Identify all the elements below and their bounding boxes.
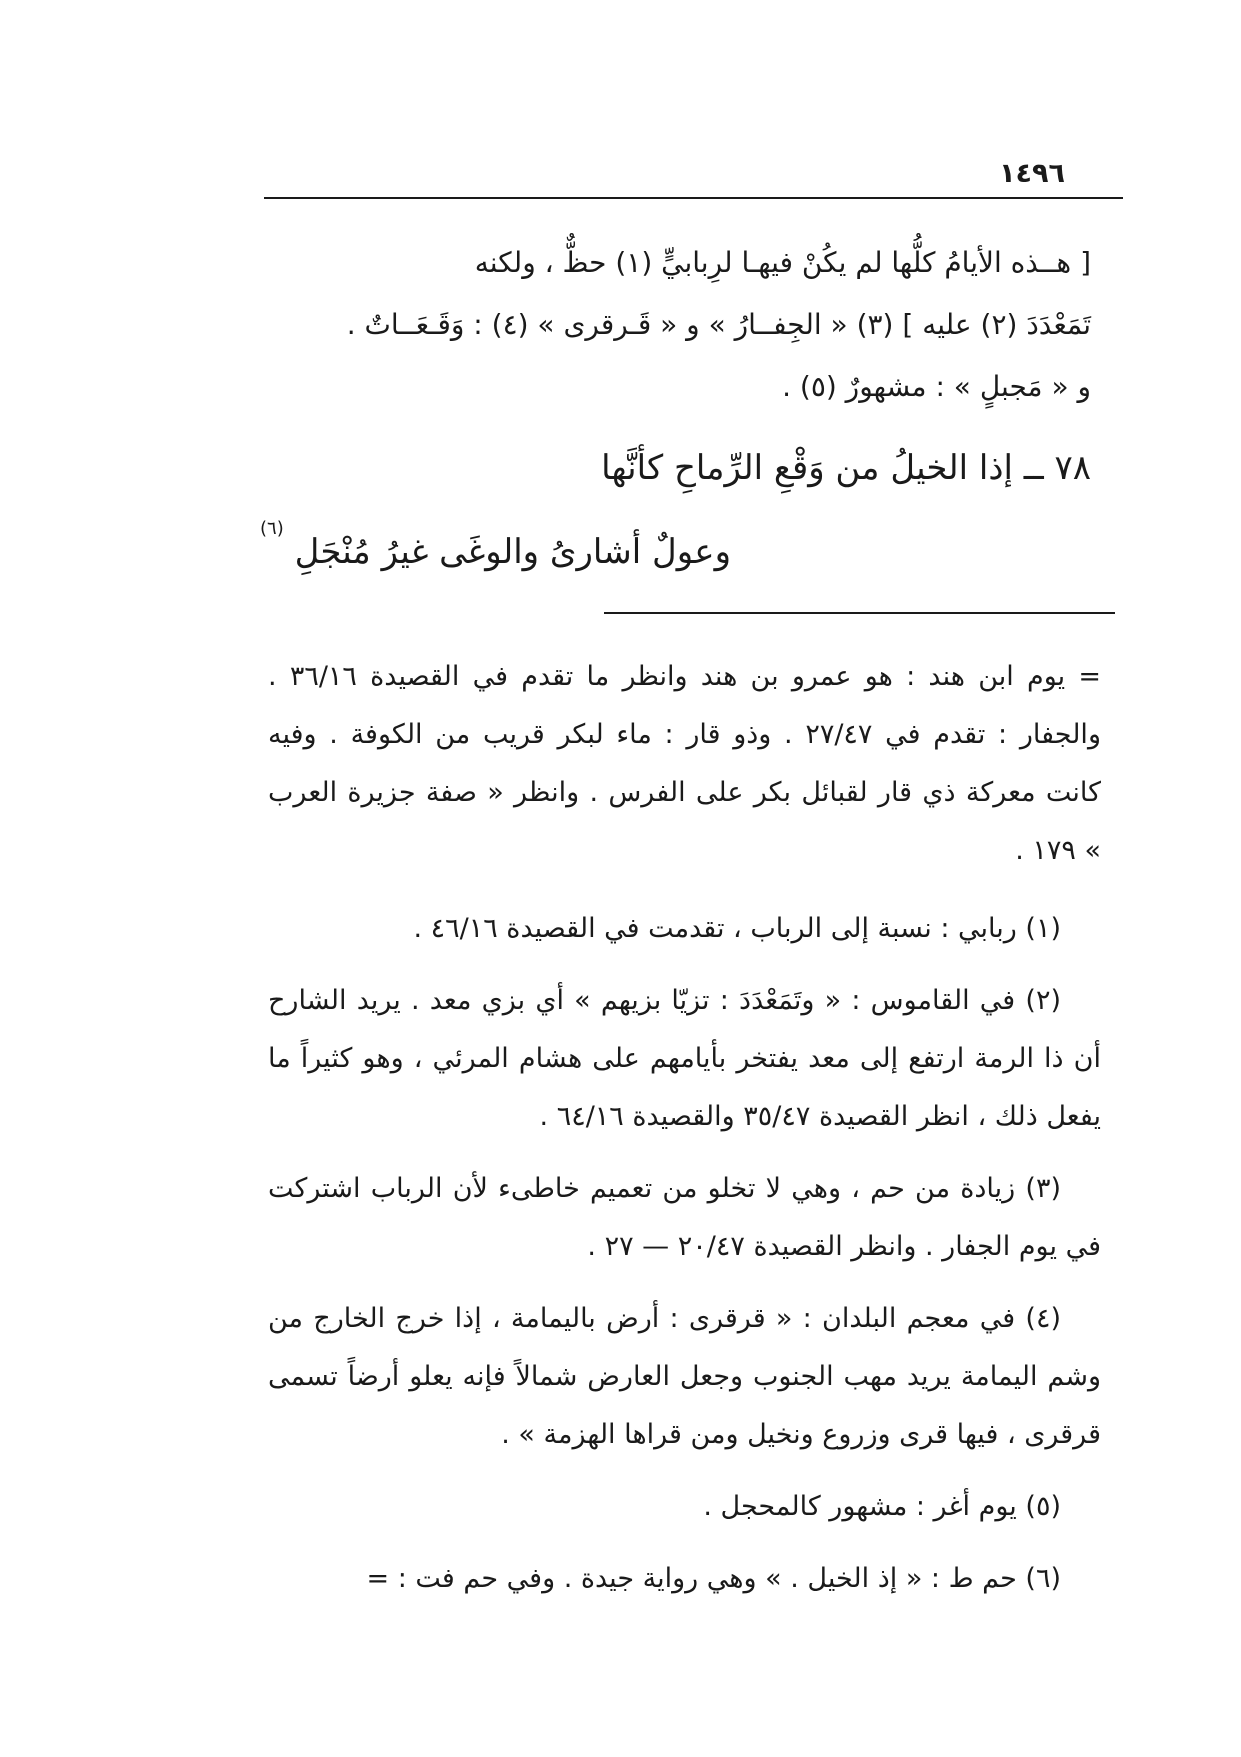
commentary-line: و « مَجبلٍ » : مشهورٌ (٥) .	[782, 370, 1091, 403]
footnote: (٣) زيادة من حم ، وهي لا تخلو من تعميم خاطىء لأن الرباب اشتركت في يوم الجفار . وانظر القصيدة ٢٠/٤٧ — ٢٧ .	[268, 1173, 1101, 1262]
footnotes	[268, 648, 1101, 1622]
footnote-separator	[604, 612, 1115, 614]
page-number: ١٤٩٦	[999, 158, 1065, 189]
header-rule	[264, 197, 1123, 199]
commentary-line: [ هــذه الأيامُ كلُّها لم يكُنْ فيهـا لرِبابيٍّ (١) حظٌّ ، ولكنه	[474, 246, 1091, 279]
footnote: (٥) يوم أغر : مشهور كالمحجل .	[703, 1491, 1061, 1522]
footnote-continuation: = يوم ابن هند : هو عمرو بن هند وانظر ما تقدم في القصيدة ٣٦/١٦ . والجفار : تقدم في ٢٧/٤٧ . وذو قار : ماء لبكر قريب من الكوفة . وفيه كانت معركة ذي قار لقبائل بكر على الفرس . وانظر « صفة جزيرة العرب » ١٧٩ .	[268, 661, 1101, 866]
footnote: (١) ربابي : نسبة إلى الرباب ، تقدمت في القصيدة ٤٦/١٦ .	[413, 913, 1061, 944]
verse-hemistich-second: وعولٌ أشارىُ والوغَى غيرُ مُنْجَلِ	[294, 532, 731, 572]
footnote: (٤) في معجم البلدان : « قرقرى : أرض باليمامة ، إذا خرج الخارج من وشم اليمامة يريد مهب الجنوب وجعل العارض شمالاً فإنه يعلو أرضاً تسمى قرقرى ، فيها قرى وزروع ونخيل ومن قراها الهزمة » .	[268, 1303, 1101, 1450]
commentary-block	[270, 232, 1091, 418]
verse-hemistich-first: ٧٨ ــ إذا الخيلُ من وَقْعِ الرِّماحِ كأنَّها	[601, 448, 1091, 488]
footnote: (٦) حم ط : « إذ الخيل . » وهي رواية جيدة . وفي حم فت : =	[366, 1563, 1061, 1594]
verse-footnote-marker: (٦)	[260, 518, 284, 539]
footnote: (٢) في القاموس : « وتَمَعْدَدَ : تزيّا بزيهم » أي بزي معد . يريد الشارح أن ذا الرمة ارتفع إلى معد يفتخر بأيامهم على هشام المرئي ، وهو كثيراً ما يفعل ذلك ، انظر القصيدة ٣٥/٤٧ والقصيدة ٦٤/١٦ .	[268, 985, 1101, 1132]
commentary-line: تَمَعْدَدَ (٢) عليه ] (٣) « الجِفــارُ » و « قَـرقرى » (٤) : وَقَـعَــاتٌ .	[346, 308, 1091, 341]
